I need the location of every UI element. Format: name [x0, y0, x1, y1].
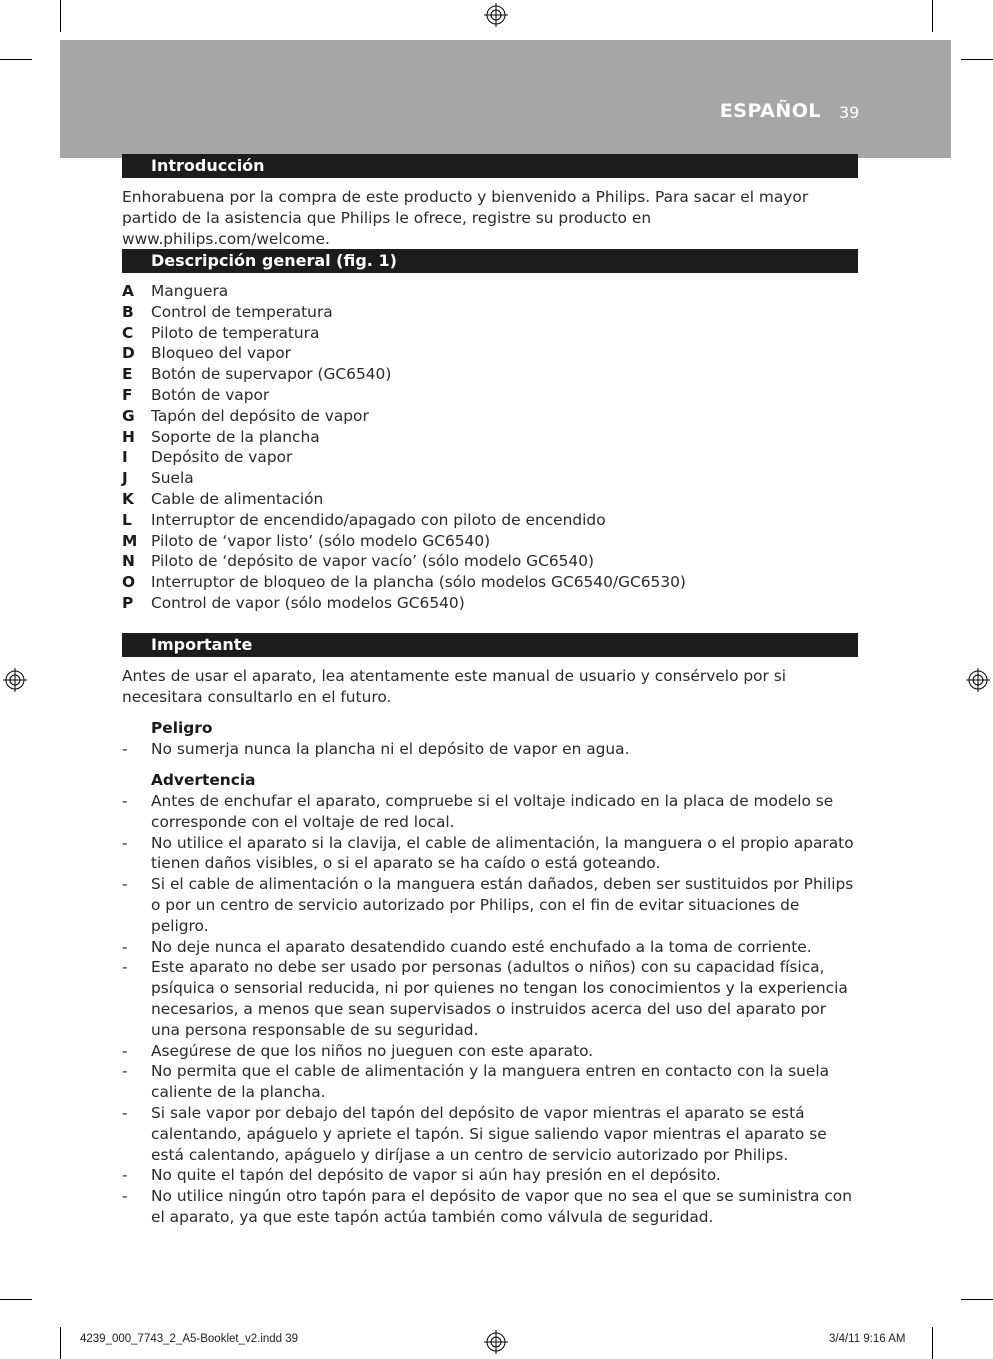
part-letter: P [122, 593, 134, 612]
parts-list [122, 281, 858, 614]
bullet-dash: - [122, 792, 128, 810]
part-label: Interruptor de bloqueo de la plancha (sólo modelos GC6540/GC6530) [151, 573, 686, 592]
list-item [122, 343, 858, 364]
crop-mark [0, 59, 32, 60]
list-item [122, 489, 858, 510]
part-letter: I [122, 448, 128, 467]
part-letter: D [122, 344, 135, 363]
section-bar-overview: Descripción general (fig. 1) [122, 249, 858, 273]
bullet-dash: - [122, 833, 128, 852]
crop-mark [961, 1299, 993, 1300]
part-label: Cable de alimentación [151, 489, 324, 508]
header-band [60, 40, 951, 158]
part-letter: G [122, 406, 135, 425]
bullet-text: No quite el tapón del depósito de vapor si aún hay presión en el depósito. [151, 1166, 721, 1185]
part-label: Soporte de la plancha [151, 427, 320, 446]
list-item [122, 427, 858, 448]
part-letter: C [122, 323, 134, 342]
part-letter: B [122, 302, 134, 321]
bullet-dash: - [122, 1187, 128, 1206]
list-item [122, 874, 858, 936]
registration-mark-icon [3, 668, 27, 692]
list-item [122, 739, 858, 760]
crop-mark [961, 59, 993, 60]
bullet-dash: - [122, 1041, 128, 1060]
list-item [122, 385, 858, 406]
bullet-dash: - [122, 1103, 128, 1122]
list-item [122, 937, 858, 958]
footer-datetime: 3/4/11 9:16 AM [829, 1333, 906, 1345]
registration-mark-icon [484, 1330, 508, 1354]
part-letter: L [122, 510, 132, 529]
part-label: Piloto de ‘depósito de vapor vacío’ (sólo modelo GC6540) [151, 552, 594, 571]
part-label: Suela [151, 469, 194, 488]
part-label: Control de vapor (sólo modelos GC6540) [151, 593, 465, 612]
list-item [122, 468, 858, 489]
list-item [122, 323, 858, 344]
part-label: Depósito de vapor [151, 448, 293, 467]
bullet-text: Si sale vapor por debajo del tapón del depósito de vapor mientras el aparato se está calentando, apáguelo y apriete el tapón. Si sigue saliendo vapor mientras el aparato se está calentando, apáguelo y diríjase a un centro de servicio autorizado por Philips. [151, 1103, 827, 1164]
part-letter: E [122, 365, 133, 384]
footer-filename: 4239_000_7743_2_A5-Booklet_v2.indd 39 [80, 1333, 299, 1345]
danger-heading: Peligro [151, 719, 213, 737]
crop-mark [0, 1299, 32, 1300]
list-item [122, 551, 858, 572]
part-label: Manguera [151, 282, 229, 300]
list-item [122, 1103, 858, 1165]
part-letter: H [122, 427, 135, 446]
list-item [122, 302, 858, 323]
bullet-text: No deje nunca el aparato desatendido cuando esté enchufado a la toma de corriente. [151, 937, 812, 956]
part-letter: O [122, 573, 136, 592]
part-label: Piloto de ‘vapor listo’ (sólo modelo GC6540) [151, 531, 491, 550]
registration-mark-icon [966, 668, 990, 692]
bullet-text: No utilice ningún otro tapón para el depósito de vapor que no sea el que se suministra con el aparato, ya que este tapón actúa también como válvula de seguridad. [151, 1187, 852, 1226]
list-item [122, 572, 858, 593]
bullet-text: Asegúrese de que los niños no jueguen con este aparato. [151, 1041, 594, 1060]
language-heading: ESPAÑOL [719, 100, 821, 122]
crop-mark [932, 0, 933, 32]
warning-list [122, 791, 858, 1228]
crop-mark [60, 0, 61, 32]
list-item [122, 1165, 858, 1186]
crop-mark [932, 1327, 933, 1359]
danger-list [122, 739, 858, 760]
section-bar-intro: Introducción [122, 154, 858, 178]
bullet-text: No permita que el cable de alimentación y la manguera entren en contacto con la suela caliente de la plancha. [151, 1062, 830, 1102]
section-bar-important: Importante [122, 633, 858, 657]
part-letter: F [122, 385, 133, 404]
bullet-dash: - [122, 1166, 128, 1185]
part-label: Bloqueo del vapor [151, 344, 292, 363]
bullet-dash: - [122, 740, 128, 758]
bullet-dash: - [122, 875, 128, 894]
part-letter: M [122, 531, 138, 550]
list-item [122, 406, 858, 427]
list-item [122, 1061, 858, 1103]
list-item [122, 1186, 858, 1228]
important-paragraph: Antes de usar el aparato, lea atentamente este manual de usuario y consérvelo por si necesitara consultarlo en el futuro. [122, 667, 787, 706]
part-letter: A [122, 282, 134, 300]
part-letter: J [122, 469, 128, 488]
list-item [122, 957, 858, 1040]
list-item [122, 791, 858, 833]
registration-mark-icon [484, 3, 508, 27]
bullet-text: No utilice el aparato si la clavija, el cable de alimentación, la manguera o el propio aparato tienen daños visibles, o si el aparato se ha caído o está goteando. [151, 833, 854, 873]
page-number: 39 [839, 103, 860, 122]
part-letter: K [122, 489, 134, 508]
list-item [122, 1041, 858, 1062]
list-item [122, 447, 858, 468]
bullet-text: Este aparato no debe ser usado por personas (adultos o niños) con su capacidad física, psíquica o sensorial reducida, ni por quienes no tengan los conocimientos y la experiencia necesarios, a menos que sean supervisados o instruidos acerca del uso del aparato por una persona responsable de su seguridad. [151, 958, 848, 1039]
bullet-text: Si el cable de alimentación o la manguera están dañados, deben ser sustituidos por Philips o por un centro de servicio autorizado por Philips, con el fin de evitar situaciones de peligro. [151, 875, 854, 935]
part-label: Interruptor de encendido/apagado con piloto de encendido [151, 510, 606, 529]
list-item [122, 510, 858, 531]
part-label: Botón de vapor [151, 385, 270, 404]
list-item [122, 531, 858, 552]
warning-heading: Advertencia [151, 771, 256, 789]
part-label: Control de temperatura [151, 302, 333, 321]
part-label: Botón de supervapor (GC6540) [151, 365, 392, 384]
list-item [122, 593, 858, 614]
part-letter: N [122, 552, 135, 571]
list-item [122, 833, 858, 875]
bullet-dash: - [122, 937, 128, 956]
bullet-dash: - [122, 1062, 128, 1081]
part-label: Tapón del depósito de vapor [151, 406, 369, 425]
crop-mark [60, 1327, 61, 1359]
bullet-text: No sumerja nunca la plancha ni el depósito de vapor en agua. [151, 740, 630, 758]
part-label: Piloto de temperatura [151, 323, 320, 342]
intro-paragraph: Enhorabuena por la compra de este producto y bienvenido a Philips. Para sacar el mayor partido de la asistencia que Philips le ofrece, registre su producto en www.philips.com/welcome. [122, 188, 809, 248]
list-item [122, 281, 858, 302]
bullet-text: Antes de enchufar el aparato, compruebe si el voltaje indicado en la placa de modelo se corresponde con el voltaje de red local. [151, 792, 834, 831]
bullet-dash: - [122, 958, 128, 977]
list-item [122, 364, 858, 385]
